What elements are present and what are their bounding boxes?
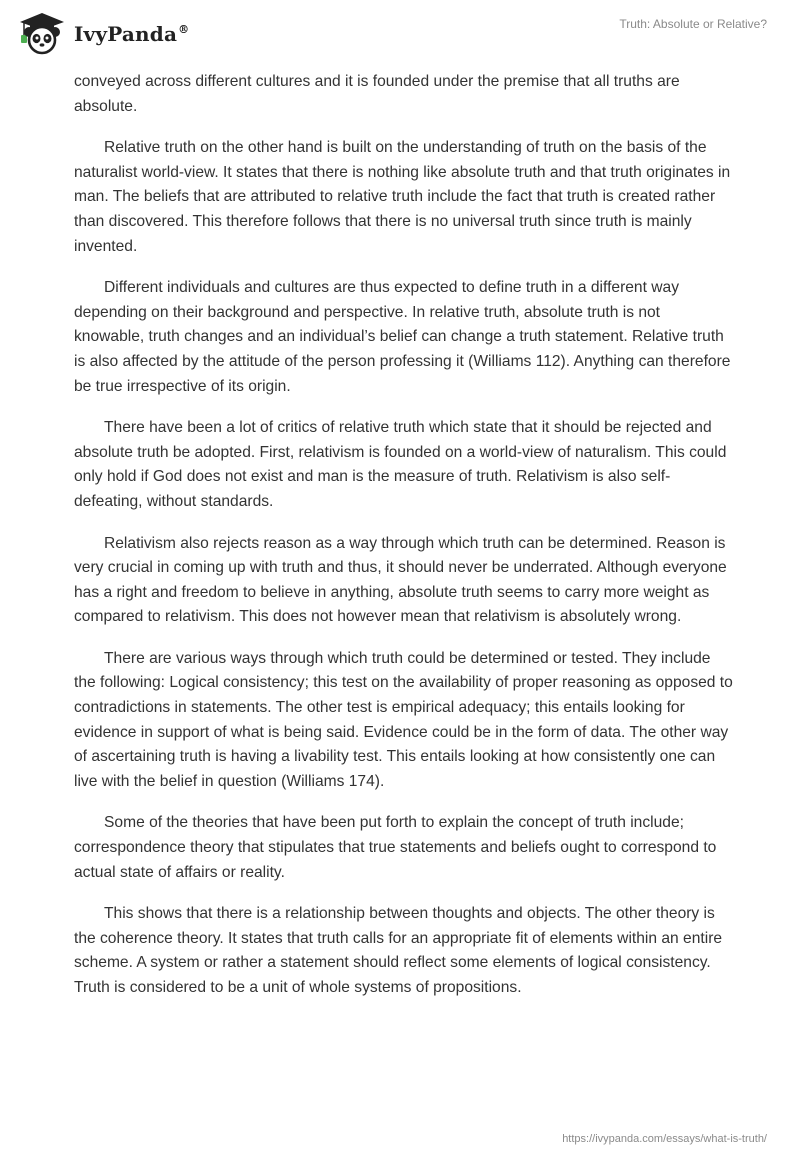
- paragraph: There are various ways through which truth could be determined or tested. They include the following: Logical consistency; this test on the availability of proper reasoning as opposed to contradictions in statements. The other test is empirical adequacy; this entails looking for evidence in support of what is being said. Evidence could be in the form of data. The other way of ascertaining truth is having a livability test. This entails looking at how consistently one can live with the belief in question (Williams 174).: [74, 649, 733, 790]
- source-url[interactable]: https://ivypanda.com/essays/what-is-truth/: [562, 1133, 767, 1145]
- paragraph: Different individuals and cultures are thus expected to define truth in a different way depending on their background and perspective. In relative truth, absolute truth is not knowable, truth changes and an individual’s belief can change a truth statement. Relative truth is also affected by the attitude of the person professing it (Williams 112). Anything can therefore be true irrespective of its origin.: [74, 279, 731, 395]
- paragraph: conveyed across different cultures and it is founded under the premise that all truths are absolute.: [74, 73, 680, 115]
- paragraph: Some of the theories that have been put forth to explain the concept of truth include; correspondence theory that stipulates that true statements and beliefs ought to correspond to actual state of affairs or reality.: [74, 814, 717, 881]
- essay-body: [74, 70, 734, 1018]
- brand-name: IvyPanda®: [74, 22, 190, 46]
- paragraph: There have been a lot of critics of relative truth which state that it should be rejected and absolute truth be adopted. First, relativism is founded on a world-view of naturalism. This could only hold if God does not exist and man is the measure of truth. Relativism is also self-defeating, without standards.: [74, 419, 727, 510]
- brand-logo[interactable]: [14, 10, 189, 56]
- paragraph: Relative truth on the other hand is built on the understanding of truth on the basis of the naturalist world-view. It states that there is nothing like absolute truth and that truth originates in man. The beliefs that are attributed to relative truth include the fact that truth is created rather than discovered. This therefore follows that there is no universal truth since truth is mainly invented.: [74, 139, 731, 255]
- paragraph: This shows that there is a relationship between thoughts and objects. The other theory is the coherence theory. It states that truth calls for an appropriate fit of elements within an entire scheme. A system or rather a statement should reflect some elements of logical consistency. Truth is considered to be a unit of whole systems of propositions.: [74, 905, 723, 996]
- panda-graduate-icon: [14, 10, 66, 56]
- paragraph: Relativism also rejects reason as a way through which truth can be determined. Reason is very crucial in coming up with truth and thus, it should never be underrated. Although everyone has a right and freedom to believe in anything, absolute truth seems to carry more weight as compared to relativism. This does not however mean that relativism is absolutely wrong.: [74, 534, 727, 626]
- registered-mark: ®: [178, 23, 190, 37]
- document-title: Truth: Absolute or Relative?: [619, 17, 767, 31]
- page-header: [0, 0, 800, 70]
